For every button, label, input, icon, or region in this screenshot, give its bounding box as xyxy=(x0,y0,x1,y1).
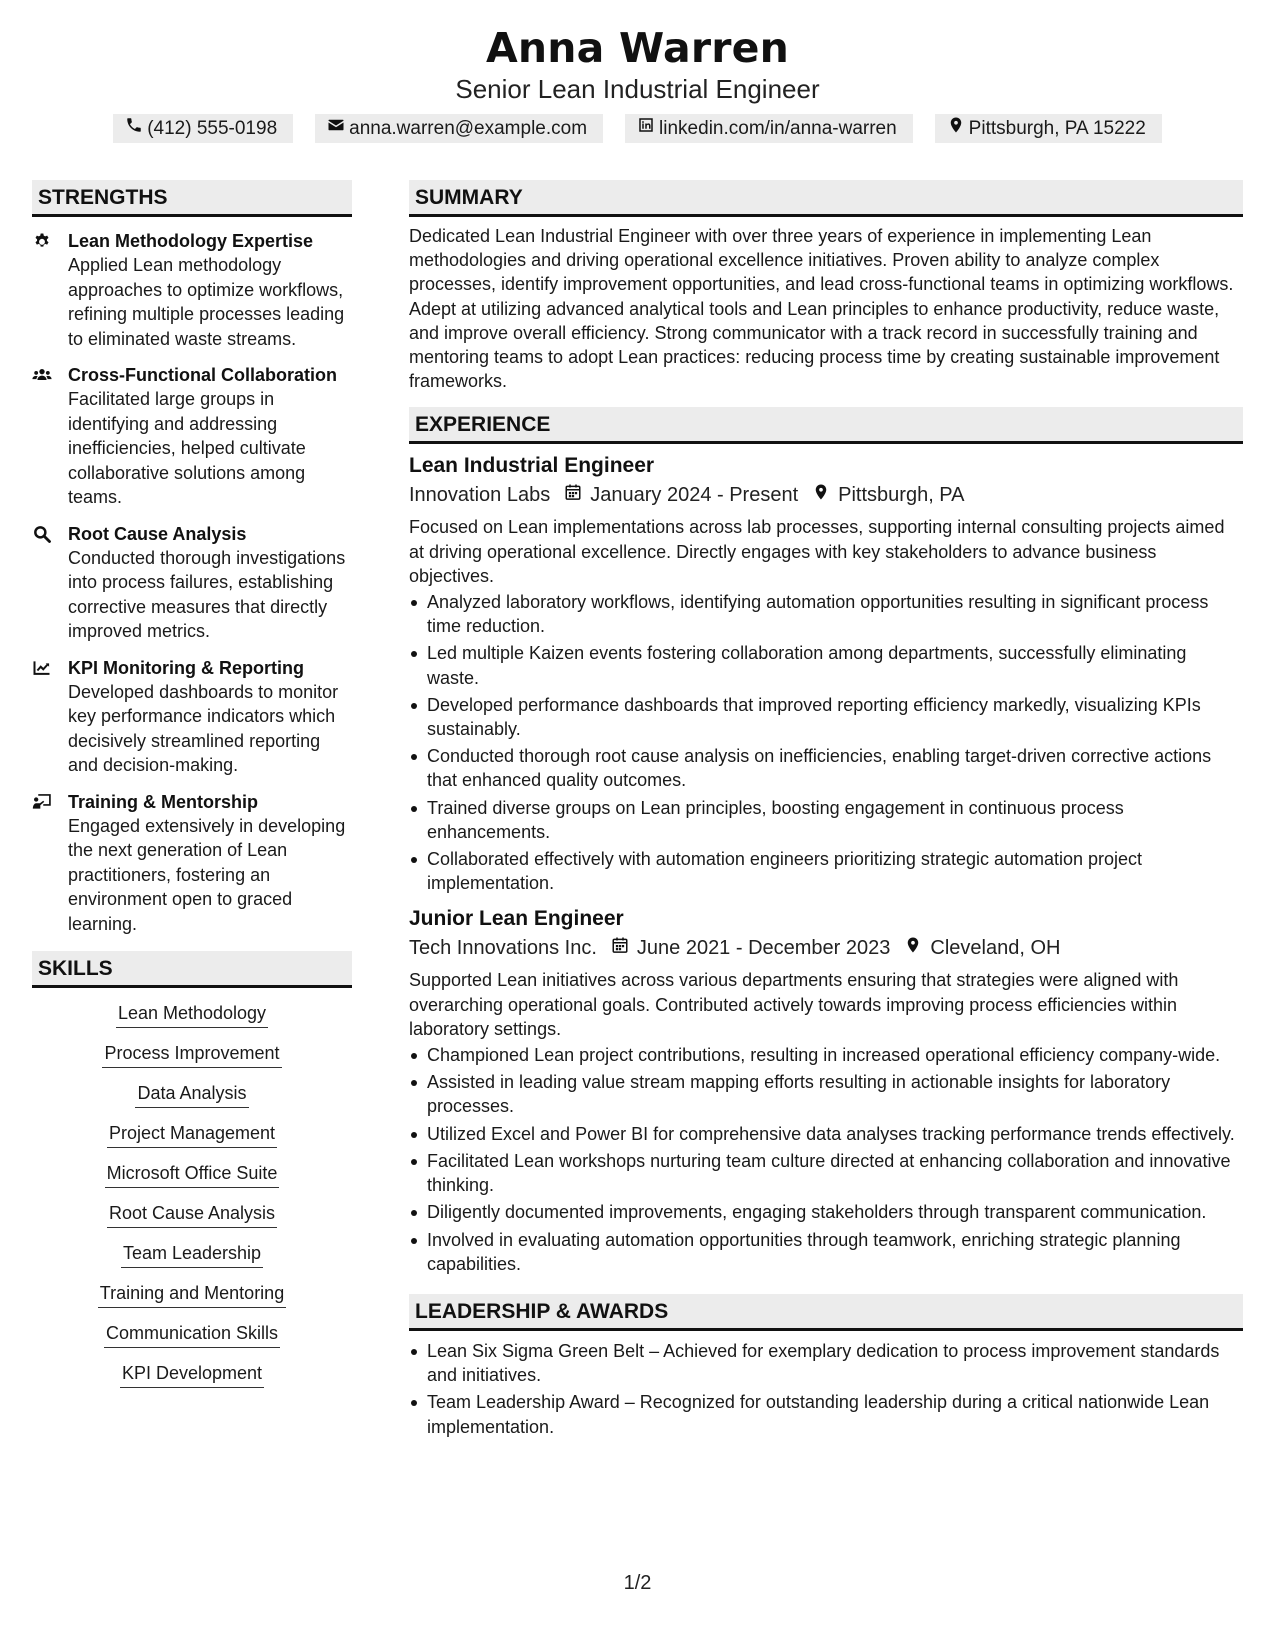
search-icon xyxy=(32,522,54,644)
right-column xyxy=(409,180,1243,1442)
job-bullets xyxy=(409,590,1243,895)
skill-label: Microsoft Office Suite xyxy=(105,1162,280,1188)
job-bullets xyxy=(409,1043,1243,1276)
bullet-item: Facilitated Lean workshops nurturing team culture directed at enhancing collaboration and innovative thinking. xyxy=(409,1149,1243,1197)
job-company: Tech Innovations Inc. xyxy=(409,937,597,960)
left-column xyxy=(32,180,352,1442)
award-item: Team Leadership Award – Recognized for outstanding leadership during a critical nationwide Lean implementation. xyxy=(409,1390,1243,1438)
strength-desc: Facilitated large groups in identifying and addressing inefficiencies, helped cultivate collaborative solutions among teams. xyxy=(68,389,306,507)
skill-label: Root Cause Analysis xyxy=(107,1202,277,1228)
contact-phone-text: (412) 555-0198 xyxy=(147,118,278,139)
linkedin-icon xyxy=(637,116,655,141)
map-pin-icon xyxy=(947,116,965,141)
experience-section xyxy=(409,407,1243,1275)
map-pin-icon xyxy=(798,481,838,509)
resume-body xyxy=(32,180,1243,1442)
candidate-name: Anna Warren xyxy=(485,24,790,72)
award-item: Lean Six Sigma Green Belt – Achieved for exemplary dedication to process improvement standards and initiatives. xyxy=(409,1339,1243,1387)
job-meta xyxy=(409,481,1243,509)
bullet-item: Led multiple Kaizen events fostering collaboration among departments, successfully eliminating waste. xyxy=(409,641,1243,689)
chalkboard-teacher-icon xyxy=(32,790,54,937)
strength-item xyxy=(32,229,352,351)
skill-item xyxy=(32,1122,352,1148)
strength-title: Root Cause Analysis xyxy=(68,523,247,544)
awards-heading: LEADERSHIP & AWARDS xyxy=(409,1294,1243,1331)
strength-desc: Applied Lean methodology approaches to optimize workflows, refining multiple processes leading to eliminated waste streams. xyxy=(68,255,345,349)
strength-desc: Developed dashboards to monitor key performance indicators which decisively streamlined reporting and decision-making. xyxy=(68,681,339,775)
strengths-list xyxy=(32,229,352,936)
strength-title: KPI Monitoring & Reporting xyxy=(68,657,304,678)
skills-list xyxy=(32,1002,352,1388)
skills-section xyxy=(32,951,352,1388)
bullet-item: Collaborated effectively with automation engineers prioritizing strategic automation project implementation. xyxy=(409,847,1243,895)
job-dates: June 2021 - December 2023 xyxy=(636,937,891,960)
skill-item xyxy=(32,1282,352,1308)
strength-title: Lean Methodology Expertise xyxy=(68,231,314,251)
bullet-item: Diligently documented improvements, engaging stakeholders through transparent communication. xyxy=(409,1200,1243,1224)
skill-label: Project Management xyxy=(107,1122,277,1148)
bullet-item: Involved in evaluating automation opportunities through teamwork, enriching strategic planning capabilities. xyxy=(409,1228,1243,1276)
skill-label: KPI Development xyxy=(120,1362,264,1388)
contact-linkedin-text: linkedin.com/in/anna-warren xyxy=(659,118,897,139)
skill-label: Training and Mentoring xyxy=(98,1282,286,1308)
job-entry xyxy=(409,905,1243,1275)
skill-item xyxy=(32,1202,352,1228)
skill-label: Data Analysis xyxy=(135,1082,248,1108)
strength-desc: Conducted thorough investigations into process failures, establishing corrective measures that directly improved metrics. xyxy=(68,547,346,641)
contact-location-text: Pittsburgh, PA 15222 xyxy=(968,118,1146,139)
contact-email[interactable] xyxy=(315,114,603,143)
job-description: Focused on Lean implementations across lab processes, supporting internal consulting projects aimed at driving operational excellence. Directly engages with key stakeholders to advance business objectives. xyxy=(409,517,1225,586)
strength-desc: Engaged extensively in developing the next generation of Lean practitioners, fostering an environment open to graced learning. xyxy=(68,815,346,934)
envelope-icon xyxy=(327,116,345,141)
skill-label: Team Leadership xyxy=(121,1242,263,1268)
gear-icon xyxy=(32,229,54,351)
bullet-item: Trained diverse groups on Lean principles, boosting engagement in continuous process enhancements. xyxy=(409,796,1243,844)
contact-email-text: anna.warren@example.com xyxy=(349,118,588,139)
skill-item xyxy=(32,1242,352,1268)
page-number: 1/2 xyxy=(623,1572,652,1594)
summary-heading: SUMMARY xyxy=(409,180,1243,217)
contact-location xyxy=(935,114,1162,143)
users-icon xyxy=(32,363,54,510)
job-location: Cleveland, OH xyxy=(930,937,1061,960)
phone-icon xyxy=(125,116,143,141)
strength-title: Training & Mentorship xyxy=(68,791,259,812)
strength-item xyxy=(32,790,352,937)
candidate-headline: Senior Lean Industrial Engineer xyxy=(455,74,820,104)
bullet-item: Analyzed laboratory workflows, identifying automation opportunities resulting in significant process time reduction. xyxy=(409,590,1243,638)
skill-item xyxy=(32,1082,352,1108)
chart-line-icon xyxy=(32,656,54,778)
resume-header xyxy=(0,0,1275,143)
job-title: Lean Industrial Engineer xyxy=(409,454,655,478)
skills-heading: SKILLS xyxy=(32,951,352,988)
awards-section xyxy=(409,1294,1243,1439)
bullet-item: Developed performance dashboards that improved reporting efficiency markedly, visualizing KPIs sustainably. xyxy=(409,693,1243,741)
bullet-item: Championed Lean project contributions, resulting in increased operational efficiency company-wide. xyxy=(409,1043,1243,1067)
strength-title: Cross-Functional Collaboration xyxy=(68,365,338,385)
bullet-item: Utilized Excel and Power BI for comprehensive data analyses tracking performance trends effectively. xyxy=(409,1122,1243,1146)
contact-linkedin[interactable] xyxy=(625,114,913,143)
summary-text: Dedicated Lean Industrial Engineer with over three years of experience in implementing Lean methodologies and driving operational excellence initiatives. Proven ability to analyze complex processes, identify improvement opportunities, and lead cross-functional teams in optimizing workflows. Adept at utilizing advanced analytical tools and Lean principles to enhance productivity, reduce waste, and improve overall efficiency. Strong communicator with a track record in successfully training and mentoring teams to adopt Lean practices: reducing process time by creating sustainable improvement frameworks. xyxy=(409,226,1234,392)
skill-item xyxy=(32,1162,352,1188)
contact-phone[interactable] xyxy=(113,114,293,143)
job-entry xyxy=(409,452,1243,895)
job-dates: January 2024 - Present xyxy=(590,484,799,507)
map-pin-icon xyxy=(890,934,930,962)
strength-item xyxy=(32,656,352,778)
bullet-item: Assisted in leading value stream mapping efforts resulting in actionable insights for laboratory processes. xyxy=(409,1070,1243,1118)
job-title: Junior Lean Engineer xyxy=(409,907,624,931)
skill-item xyxy=(32,1322,352,1348)
skill-label: Process Improvement xyxy=(102,1042,281,1068)
contact-bar xyxy=(0,114,1275,143)
job-meta xyxy=(409,934,1243,962)
calendar-icon xyxy=(597,934,637,962)
skill-label: Lean Methodology xyxy=(116,1002,268,1028)
calendar-icon xyxy=(550,481,590,509)
skill-label: Communication Skills xyxy=(104,1322,280,1348)
job-location: Pittsburgh, PA xyxy=(838,484,965,507)
bullet-item: Conducted thorough root cause analysis on inefficiencies, enabling target-driven corrective actions that enhanced quality outcomes. xyxy=(409,744,1243,792)
skill-item xyxy=(32,1362,352,1388)
skill-item xyxy=(32,1002,352,1028)
job-company: Innovation Labs xyxy=(409,484,551,507)
strengths-heading: STRENGTHS xyxy=(32,180,352,217)
job-description: Supported Lean initiatives across various departments ensuring that strategies were aligned with overarching operational goals. Contributed actively towards improving process efficiencies within laboratory settings. xyxy=(409,970,1179,1039)
strength-item xyxy=(32,363,352,510)
awards-list xyxy=(409,1339,1243,1439)
strength-item xyxy=(32,522,352,644)
skill-item xyxy=(32,1042,352,1068)
experience-heading: EXPERIENCE xyxy=(409,407,1243,444)
